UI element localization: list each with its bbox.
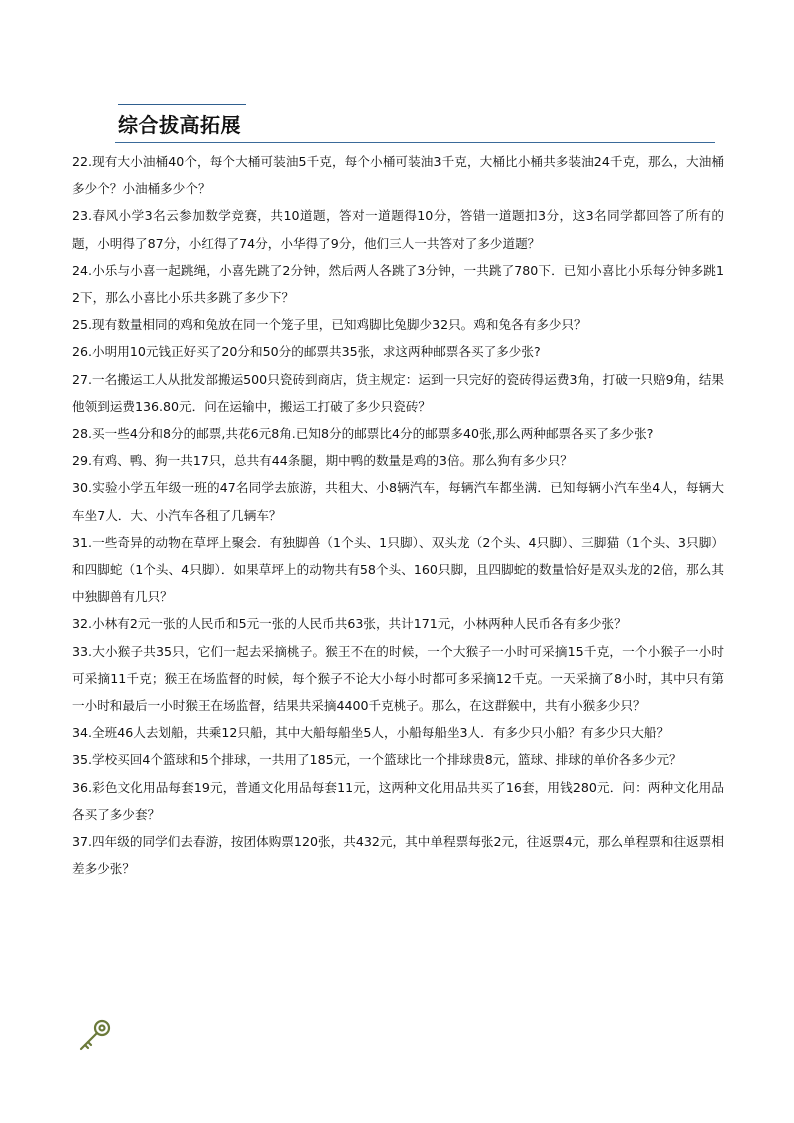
problem-24 — [72, 257, 724, 311]
problem-number: 24. — [72, 262, 93, 278]
problem-34 — [72, 719, 724, 746]
problem-35 — [72, 746, 724, 773]
problem-text: 彩色文化用品每套19元，普通文化用品每套11元，这两种文化用品共买了16套，用钱280元．问：两种文化用品各买了多少套？ — [72, 779, 724, 822]
problem-list — [72, 148, 724, 882]
problem-32 — [72, 610, 724, 637]
problem-text: 大小猴子共35只，它们一起去采摘桃子。猴王不在的时候，一个大猴子一小时可采摘15千克，一个小猴子一小时可采摘11千克；猴王在场监督的时候，每个猴子不论大小每小时都可多采摘12千克。一天采摘了8小时，其中只有第一小时和最后一小时猴王在场监督，结果共采摘4400千克桃子。那么，在这群猴中，共有小猴多少只？ — [72, 643, 724, 714]
problem-23 — [72, 202, 724, 256]
problem-text: 现有大小油桶40个，每个大桶可装油5千克，每个小桶可装油3千克，大桶比小桶共多装油24千克，那么，大油桶多少个？小油桶多少个？ — [72, 154, 724, 197]
problem-number: 30. — [72, 480, 93, 496]
problem-25 — [72, 311, 724, 338]
problem-number: 36. — [72, 779, 93, 795]
problem-36 — [72, 774, 724, 828]
problem-text: 现有数量相同的鸡和兔放在同一个笼子里，已知鸡脚比兔脚少32只。鸡和兔各有多少只？ — [92, 317, 587, 333]
problem-28 — [72, 420, 724, 447]
problem-number: 32. — [72, 616, 93, 632]
problem-number: 25. — [72, 317, 93, 333]
problem-number: 26. — [72, 344, 93, 360]
problem-number: 27. — [72, 371, 93, 387]
section-title-top-rule — [118, 104, 246, 105]
problem-33 — [72, 638, 724, 720]
problem-text: 买一些4分和8分的邮票,共花6元8角.已知8分的邮票比4分的邮票多40张,那么两种邮票各买了多少张? — [92, 426, 654, 442]
problem-number: 22. — [72, 154, 93, 169]
problem-text: 全班46人去划船，共乘12只船，其中大船每船坐5人，小船每船坐3人．有多少只小船？有多少只大船？ — [92, 725, 670, 741]
problem-30 — [72, 474, 724, 528]
problem-37 — [72, 828, 724, 882]
problem-number: 35. — [72, 752, 93, 768]
problem-31 — [72, 529, 724, 611]
problem-number: 28. — [72, 426, 93, 442]
problem-text: 一名搬运工人从批发部搬运500只瓷砖到商店，货主规定：运到一只完好的瓷砖得运费3角，打破一只赔9角，结果他领到运费136.80元．问在运输中，搬运工打破了多少只瓷砖？ — [72, 371, 725, 414]
problem-number: 34. — [72, 725, 93, 741]
problem-27 — [72, 366, 724, 420]
section-title: 综合拔高拓展 — [118, 113, 241, 137]
problem-text: 小明用10元钱正好买了20分和50分的邮票共35张，求这两种邮票各买了多少张? — [92, 344, 541, 360]
problem-text: 四年级的同学们去春游，按团体购票120张，共432元，其中单程票每张2元，往返票4元，那么单程票和往返票相差多少张？ — [72, 834, 724, 877]
problem-text: 实验小学五年级一班的47名同学去旅游，共租大、小8辆汽车，每辆汽车都坐满．已知每辆小汽车坐4人，每辆大车坐7人．大、小汽车各租了几辆车？ — [72, 480, 724, 523]
problem-text: 春风小学3名云参加数学竞赛，共10道题，答对一道题得10分，答错一道题扣3分，这3名同学都回答了所有的题，小明得了87分，小红得了74分，小华得了9分，他们三人一共答对了多少道题？ — [72, 208, 724, 251]
problem-text: 一些奇异的动物在草坪上聚会．有独脚兽（1个头、1只脚）、双头龙（2个头、4只脚）、三脚猫（1个头、3只脚）和四脚蛇（1个头、4只脚）．如果草坪上的动物共有58个头、160只脚，且四脚蛇的数量恰好是双头龙的2倍，那么其中独脚兽有几只？ — [72, 534, 724, 605]
problem-22 — [72, 148, 724, 202]
section-title-bottom-rule — [115, 142, 715, 143]
problem-text: 小乐与小喜一起跳绳，小喜先跳了2分钟，然后两人各跳了3分钟，一共跳了780下．已知小喜比小乐每分钟多跳12下，那么小喜比小乐共多跳了多少下？ — [72, 262, 724, 306]
key-icon — [77, 1018, 113, 1054]
problem-number: 29. — [72, 453, 93, 469]
problem-26 — [72, 338, 724, 365]
problem-number: 37. — [72, 834, 93, 850]
problem-number: 33. — [72, 643, 93, 659]
problem-text: 学校买回4个篮球和5个排球，一共用了185元，一个篮球比一个排球贵8元，篮球、排球的单价各多少元？ — [92, 752, 682, 768]
problem-29 — [72, 447, 724, 474]
problem-number: 31. — [72, 534, 93, 550]
problem-text: 小林有2元一张的人民币和5元一张的人民币共63张，共计171元，小林两种人民币各有多少张？ — [92, 616, 627, 632]
problem-text: 有鸡、鸭、狗一共17只，总共有44条腿，期中鸭的数量是鸡的3倍。那么狗有多少只？ — [92, 453, 573, 469]
problem-number: 23. — [72, 208, 93, 224]
